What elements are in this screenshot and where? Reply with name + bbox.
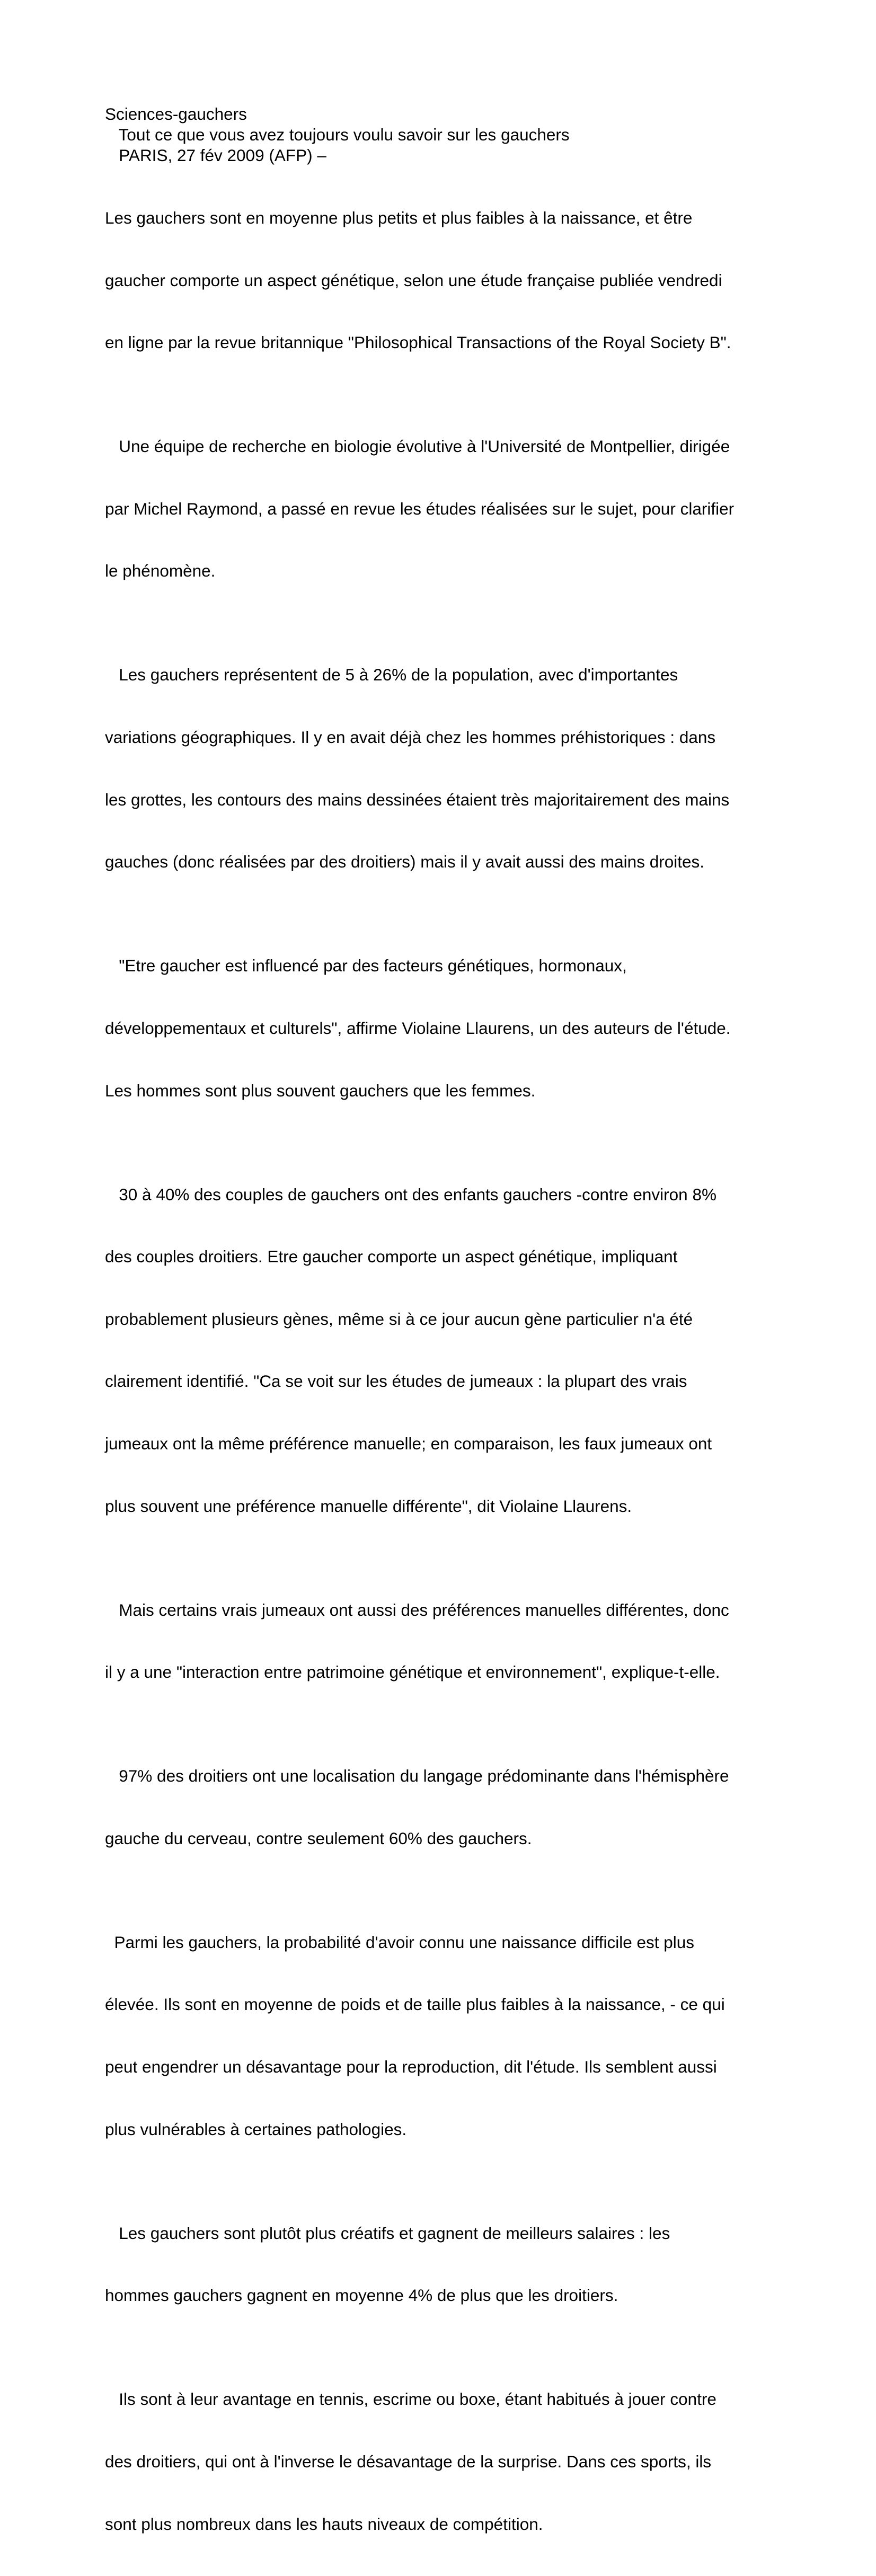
- text-line: gaucher comporte un aspect génétique, selon une étude française publiée vendredi: [105, 270, 722, 290]
- article-headline: Tout ce que vous avez toujours voulu savoir sur les gauchers: [105, 125, 570, 145]
- text-line: plus vulnérables à certaines pathologies.: [105, 2119, 407, 2139]
- text-line: Les gauchers sont plutôt plus créatifs et gagnent de meilleurs salaires : les: [105, 2223, 670, 2243]
- text-line: élevée. Ils sont en moyenne de poids et de taille plus faibles à la naissance, - ce qui: [105, 1995, 725, 2014]
- text-line: "Etre gaucher est influencé par des facteurs génétiques, hormonaux,: [105, 956, 627, 976]
- text-line: variations géographiques. Il y en avait déjà chez les hommes préhistoriques : dans: [105, 728, 716, 747]
- paragraph-2: [105, 395, 794, 623]
- text-line: Ils sont à leur avantage en tennis, escrime ou boxe, étant habitués à jouer contre: [105, 2389, 716, 2409]
- paragraph-9: [105, 2181, 794, 2348]
- paragraph-8: [105, 1890, 794, 2181]
- text-line: en ligne par la revue britannique "Philosophical Transactions of the Royal Society B".: [105, 333, 731, 352]
- text-line: des couples droitiers. Etre gaucher comporte un aspect génétique, impliquant: [105, 1247, 678, 1267]
- text-line: peut engendrer un désavantage pour la reproduction, dit l'étude. Ils semblent aussi: [105, 2057, 717, 2077]
- text-line: Les gauchers sont en moyenne plus petits et plus faibles à la naissance, et être: [105, 208, 693, 228]
- paragraph-3: [105, 623, 794, 914]
- text-line: sont plus nombreux dans les hauts niveaux de compétition.: [105, 2514, 543, 2534]
- text-line: hommes gauchers gagnent en moyenne 4% de plus que les droitiers.: [105, 2286, 618, 2305]
- dateline: PARIS, 27 fév 2009 (AFP) –: [105, 146, 326, 165]
- text-line: les grottes, les contours des mains dessinées étaient très majoritairement des mains: [105, 790, 730, 809]
- paragraph-4: [105, 914, 794, 1143]
- text-line: 30 à 40% des couples de gauchers ont des enfants gauchers -contre environ 8%: [105, 1184, 716, 1204]
- text-line: par Michel Raymond, a passé en revue les études réalisées sur le sujet, pour clarifier: [105, 499, 735, 518]
- text-line: Une équipe de recherche en biologie évolutive à l'Université de Montpellier, dirigée: [105, 437, 730, 456]
- paragraph-7: [105, 1724, 794, 1891]
- paragraph-10: [105, 2348, 794, 2576]
- text-line: il y a une "interaction entre patrimoine génétique et environnement", explique-t-elle.: [105, 1662, 720, 1682]
- text-line: clairement identifié. "Ca se voit sur les études de jumeaux : la plupart des vrais: [105, 1371, 687, 1391]
- text-line: Les gauchers représentent de 5 à 26% de la population, avec d'importantes: [105, 665, 678, 685]
- section-label: Sciences-gauchers: [105, 104, 247, 123]
- paragraph-1: [105, 166, 794, 395]
- text-line: gauches (donc réalisées par des droitiers) mais il y avait aussi des mains droites.: [105, 852, 705, 872]
- text-line: probablement plusieurs gènes, même si à ce jour aucun gène particulier n'a été: [105, 1309, 693, 1329]
- article-body: [105, 104, 794, 2576]
- text-line: le phénomène.: [105, 561, 216, 581]
- paragraph-6: [105, 1558, 794, 1724]
- paragraph-5: [105, 1143, 794, 1558]
- text-line: développementaux et culturels", affirme Violaine Llaurens, un des auteurs de l'étude.: [105, 1018, 731, 1038]
- text-line: des droitiers, qui ont à l'inverse le désavantage de la surprise. Dans ces sports, ils: [105, 2451, 712, 2471]
- text-line: gauche du cerveau, contre seulement 60% des gauchers.: [105, 1828, 532, 1848]
- text-line: Mais certains vrais jumeaux ont aussi des préférences manuelles différentes, donc: [105, 1600, 729, 1619]
- text-line: Parmi les gauchers, la probabilité d'avoir connu une naissance difficile est plus: [105, 1932, 695, 1952]
- text-line: 97% des droitiers ont une localisation du langage prédominante dans l'hémisphère: [105, 1766, 729, 1786]
- text-line: jumeaux ont la même préférence manuelle; en comparaison, les faux jumeaux ont: [105, 1434, 712, 1453]
- text-line: plus souvent une préférence manuelle différente", dit Violaine Llaurens.: [105, 1496, 632, 1516]
- text-line: Les hommes sont plus souvent gauchers que les femmes.: [105, 1081, 536, 1100]
